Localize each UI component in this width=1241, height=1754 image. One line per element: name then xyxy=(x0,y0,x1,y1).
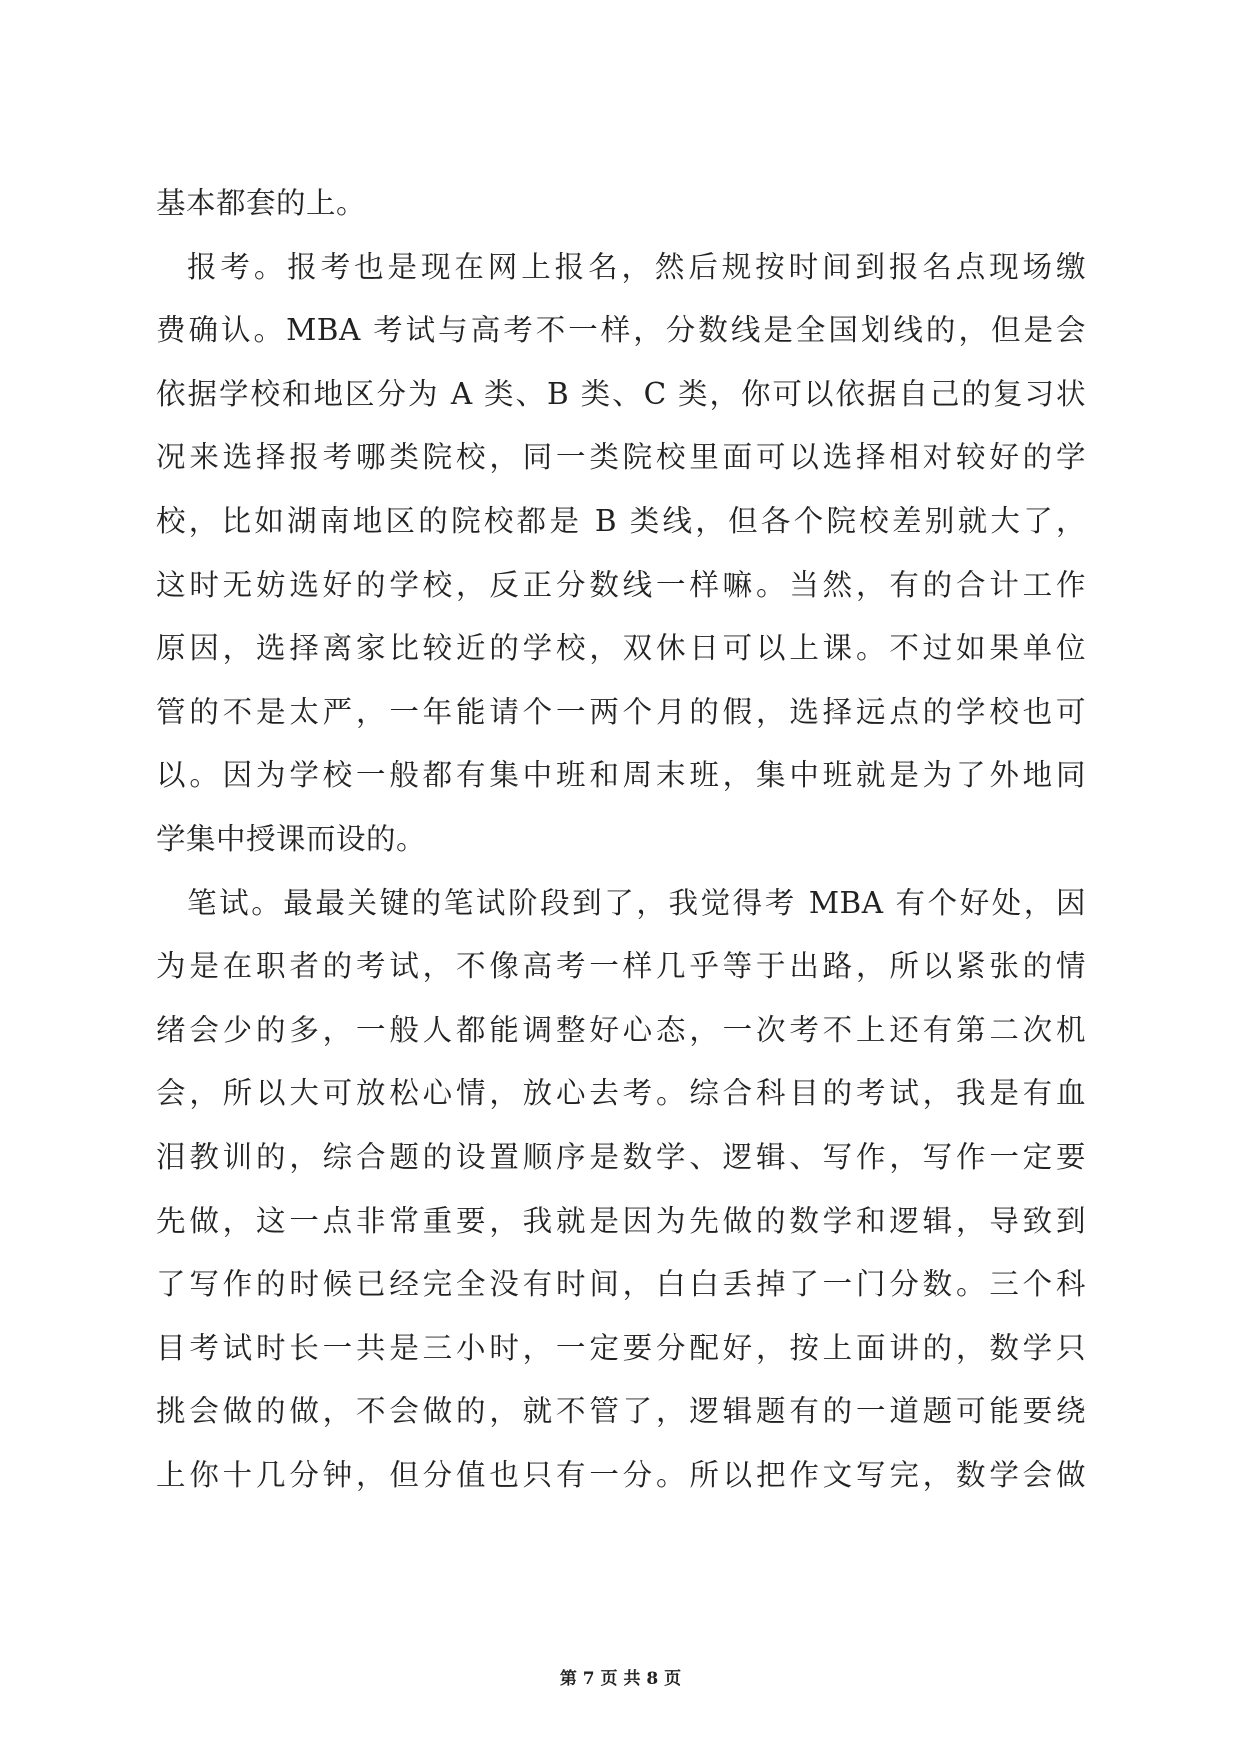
text-line: 报考。报考也是现在网上报名，然后规按时间到报名点现场缴 xyxy=(187,249,1086,284)
text-line: 了写作的时候已经完全没有时间，白白丢掉了一门分数。三个科 xyxy=(156,1267,1086,1302)
text-line: 学集中授课而设的。 xyxy=(156,821,427,856)
text-line: 依据学校和地区分为 A 类、B 类、C 类，你可以依据自己的复习状 xyxy=(156,376,1086,411)
text-line: 以。因为学校一般都有集中班和周末班，集中班就是为了外地同 xyxy=(156,758,1086,793)
document-body xyxy=(156,172,1086,1507)
text-line: 上你十几分钟，但分值也只有一分。所以把作文写完，数学会做 xyxy=(156,1457,1086,1492)
page-number-footer: 第 7 页 共 8 页 xyxy=(559,1669,682,1689)
text-line: 管的不是太严，一年能请个一两个月的假，选择远点的学校也可 xyxy=(156,694,1086,729)
text-line: 泪教训的，综合题的设置顺序是数学、逻辑、写作，写作一定要 xyxy=(156,1139,1086,1174)
text-line: 目考试时长一共是三小时，一定要分配好，按上面讲的，数学只 xyxy=(156,1330,1086,1365)
text-line: 这时无妨选好的学校，反正分数线一样嘛。当然，有的合计工作 xyxy=(156,567,1086,602)
text-line: 原因，选择离家比较近的学校，双休日可以上课。不过如果单位 xyxy=(156,631,1086,666)
text-line: 先做，这一点非常重要，我就是因为先做的数学和逻辑，导致到 xyxy=(156,1203,1086,1238)
text-line: 况来选择报考哪类院校，同一类院校里面可以选择相对较好的学 xyxy=(156,440,1086,475)
text-line: 校，比如湖南地区的院校都是 B 类线，但各个院校差别就大了， xyxy=(156,503,1086,538)
text-line: 为是在职者的考试，不像高考一样几乎等于出路，所以紧张的情 xyxy=(156,949,1086,984)
text-line: 笔试。最最关键的笔试阶段到了，我觉得考 MBA 有个好处，因 xyxy=(187,885,1086,920)
text-line: 会，所以大可放松心情，放心去考。综合科目的考试，我是有血 xyxy=(156,1076,1086,1111)
text-line: 绪会少的多，一般人都能调整好心态，一次考不上还有第二次机 xyxy=(156,1012,1086,1047)
text-line: 挑会做的做，不会做的，就不管了，逻辑题有的一道题可能要绕 xyxy=(156,1394,1086,1429)
text-line: 费确认。MBA 考试与高考不一样，分数线是全国划线的，但是会 xyxy=(156,313,1086,348)
text-line: 基本都套的上。 xyxy=(156,186,367,220)
